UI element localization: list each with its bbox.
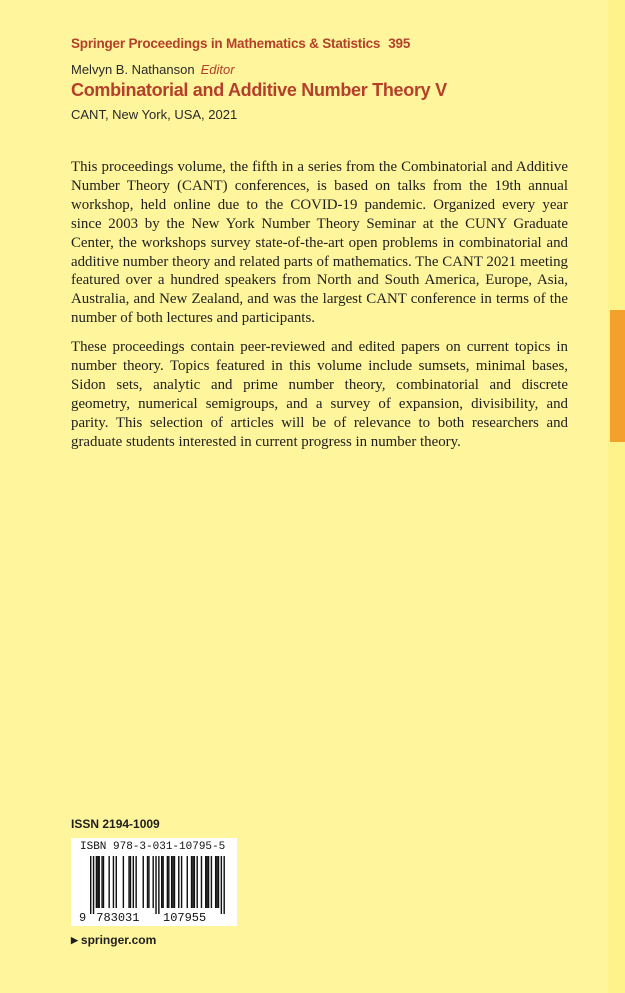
barcode-bar	[113, 856, 114, 908]
barcode-bar	[143, 856, 144, 908]
barcode-bar	[130, 856, 131, 908]
barcode-bar	[158, 856, 159, 914]
barcode-bar	[218, 856, 219, 908]
arrow-right-icon: ▶	[71, 935, 78, 945]
series-name: Springer Proceedings in Mathematics & Statistics	[71, 36, 381, 51]
barcode-bar	[211, 856, 212, 908]
barcode-bar	[171, 856, 172, 908]
barcode-bar	[93, 856, 94, 914]
editor-role: Editor	[200, 62, 235, 77]
barcode-bar	[97, 856, 98, 908]
spine-accent-bar	[610, 310, 625, 442]
barcode-bar	[90, 856, 91, 914]
barcode-bar	[221, 856, 222, 914]
barcode-digits: 107955	[163, 911, 207, 925]
editor-line	[71, 62, 235, 77]
isbn-barcode	[71, 838, 237, 926]
editor-name: Melvyn B. Nathanson	[71, 62, 195, 77]
isbn-label: ISBN 978-3-031-10795-5	[80, 841, 226, 853]
barcode-bar	[206, 856, 207, 908]
barcode-bar	[133, 856, 134, 908]
barcode-bar	[201, 856, 202, 908]
book-title: Combinatorial and Additive Number Theory V	[71, 80, 447, 100]
barcode-bar	[101, 856, 102, 908]
barcode-bar	[178, 856, 179, 908]
barcode-bar	[197, 856, 198, 908]
barcode-bar	[123, 856, 124, 908]
blurb-paragraph-1: This proceedings volume, the fifth in a series from the Combinatorial and Additive Number Theory (CANT) conferences, is based on talks from the 19th annual workshop, held online due to the COVID-19 pandemic. Organized every year since 2003 by the New York Number Theory Seminar at the CUNY Graduate Center, the workshops survey state-of-the-art open problems in combinatorial and additive number theory and related parts of mathematics. The CANT 2021 meeting featured over a hundred speakers from North and South America, Europe, Asia, Australia, and New Zealand, and was the largest CANT conference in terms of the number of both lectures and participants.	[71, 159, 568, 327]
barcode-bar	[108, 856, 109, 908]
spine-strip	[608, 0, 625, 993]
barcode-bar	[216, 856, 217, 908]
barcode-bar	[103, 856, 104, 908]
barcode-bar	[223, 856, 224, 914]
barcode-digits: 9	[79, 911, 87, 925]
barcode-bar	[215, 856, 216, 908]
barcode-bar	[191, 856, 192, 908]
barcode-bar	[162, 856, 163, 908]
barcode-bar	[187, 856, 188, 908]
barcode-bar	[194, 856, 195, 908]
blurb-paragraph-2: These proceedings contain peer-reviewed and edited papers on current topics in number theory. Topics featured in this volume include sumsets, minimal bases, Sidon sets, analytic and prime number theory, combinatorial and discrete geometry, numerical semigroups, and a survey of expansion, divisibility, and parity. This selection of articles will be of relevance to both researchers and graduate students interested in current progress in number theory.	[71, 339, 568, 450]
barcode-bar	[155, 856, 156, 914]
barcode-bar	[174, 856, 175, 908]
barcode-bar	[192, 856, 193, 908]
barcode-bar	[152, 856, 153, 908]
barcode-bar	[147, 856, 148, 908]
barcode-bar	[172, 856, 173, 908]
barcode-bar	[208, 856, 209, 908]
barcode-graphic	[71, 854, 237, 926]
barcode-bar	[99, 856, 100, 908]
barcode-bar	[128, 856, 129, 908]
barcode-digits: 783031	[96, 911, 140, 925]
issn-number: ISSN 2194-1009	[71, 817, 160, 831]
barcode-bar	[135, 856, 136, 908]
barcode-bar	[181, 856, 182, 908]
springer-link-text: springer.com	[80, 933, 157, 947]
barcode-bar	[116, 856, 117, 908]
barcode-bar	[168, 856, 169, 908]
springer-link[interactable]	[71, 933, 156, 947]
series-volume: 395	[388, 36, 411, 51]
back-cover-blurb	[71, 158, 568, 462]
barcode-bar	[96, 856, 97, 908]
barcode-bar	[167, 856, 168, 908]
barcode-bar	[205, 856, 206, 908]
book-subtitle: CANT, New York, USA, 2021	[71, 107, 238, 122]
barcode-bar	[148, 856, 149, 908]
barcode-bar	[161, 856, 162, 908]
series-title	[71, 36, 410, 51]
